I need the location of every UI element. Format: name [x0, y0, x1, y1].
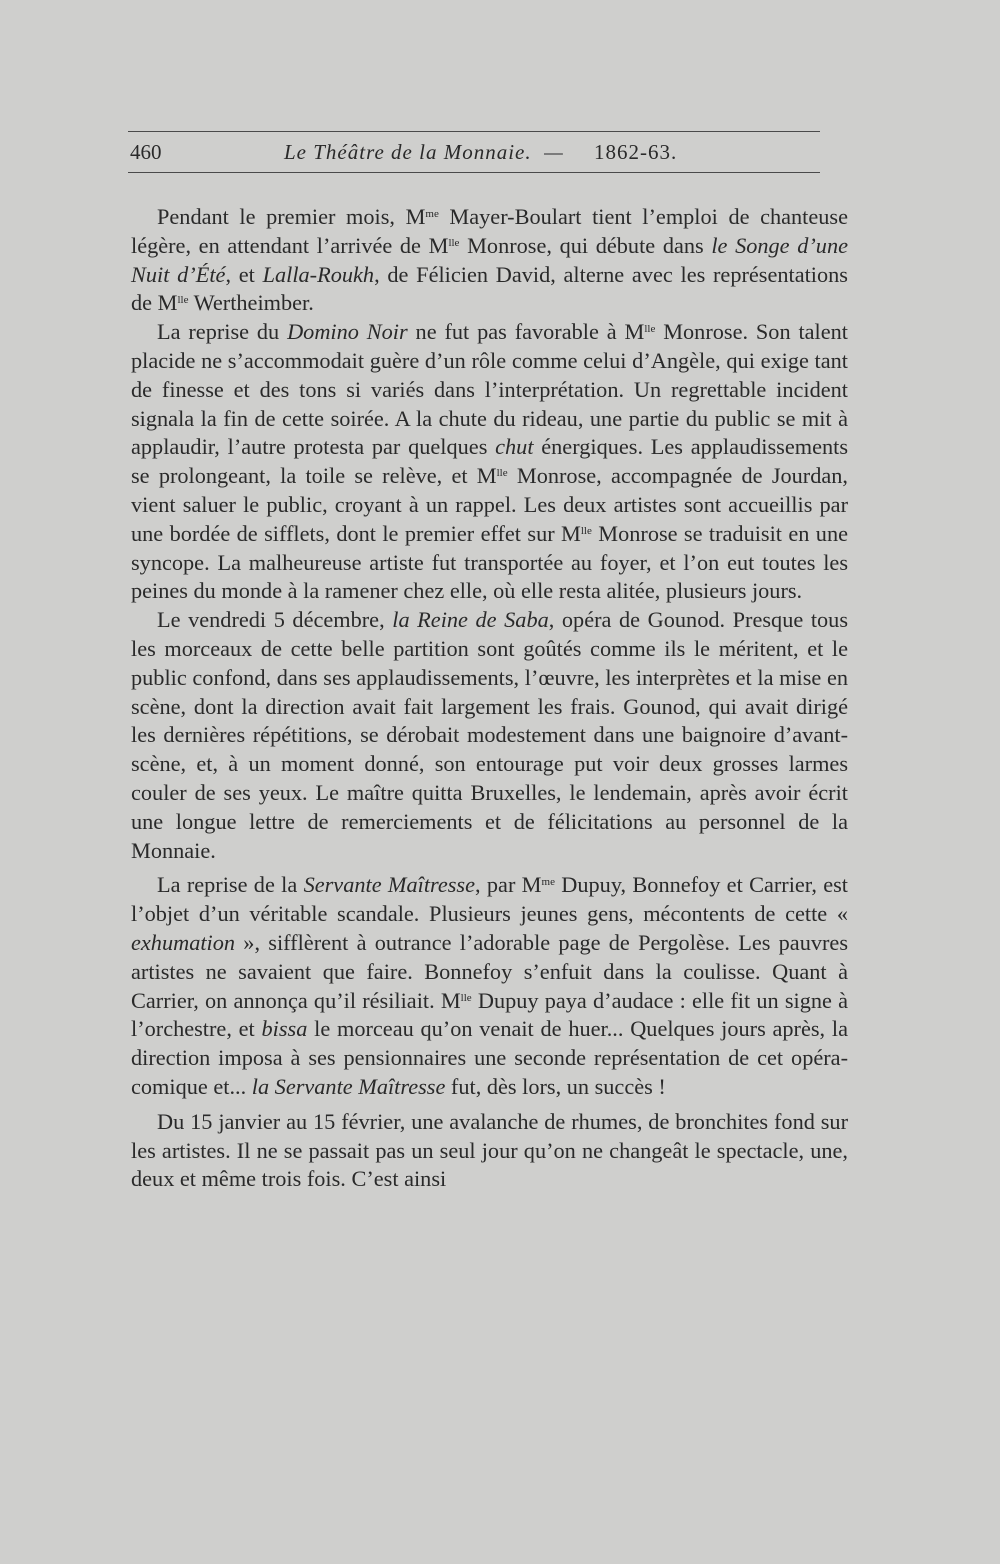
season-years: 1862-63. [594, 140, 678, 164]
title-abbreviation: lle [460, 991, 472, 1004]
title-abbreviation: me [425, 208, 439, 220]
header-dash: — [544, 140, 564, 164]
work-title: la Servante Maîtresse [251, 1073, 446, 1099]
paragraph-5 [131, 1108, 848, 1194]
emphasis: chut [495, 434, 534, 460]
text-run: Dupuy, Bonnefoy et Carrier, est l’objet d’un véritable scandale. Plusieurs jeunes gens, mécontents de cette « [131, 872, 848, 927]
text-run: Le vendredi 5 décembre, [157, 607, 393, 633]
running-title [284, 140, 564, 165]
work-title: la Reine de Saba [392, 607, 549, 633]
page-number: 460 [130, 140, 162, 164]
title-abbreviation: me [541, 876, 555, 889]
running-header [128, 140, 820, 168]
text-run: Wertheimber. [188, 290, 314, 316]
text-run: La reprise du [157, 319, 288, 345]
running-title-text: Le Théâtre de la Monnaie. [284, 140, 532, 164]
paragraph-2 [131, 318, 848, 606]
text-run: Dupuy paya d’audace : elle fit un signe à l’orchestre, et [131, 987, 848, 1042]
text-run: Monrose se traduisit en une syncope. La malheureuse artiste fut transportée au foyer, et l’on eut toutes les peines du monde à la ramener chez elle, où elle resta alitée, plusieurs jours. [131, 520, 848, 604]
paragraph-1 [131, 203, 848, 318]
title-abbreviation: lle [580, 524, 592, 537]
title-abbreviation: lle [177, 294, 189, 307]
text-run: ne fut pas favorable à M [407, 319, 645, 345]
text-run: , de Félicien David, alterne avec les représentations de M [131, 261, 848, 316]
header-bottom-rule [128, 172, 820, 173]
emphasis: exhumation [131, 929, 236, 955]
text-run: , par M [475, 872, 542, 898]
paragraph-4 [131, 871, 848, 1101]
work-title: le Songe d’une Nuit d’Été [131, 232, 848, 287]
title-abbreviation: lle [448, 236, 460, 249]
text-run: Mayer-Boulart tient l’emploi de chanteuse légère, en attendant l’arrivée de M [131, 204, 848, 258]
text-run: Monrose, qui débute dans [459, 232, 712, 258]
text-run: Pendant le premier mois, M [157, 204, 426, 229]
text-run: , et [225, 261, 263, 287]
title-abbreviation: lle [644, 323, 656, 336]
text-run: , opéra de Gounod. Presque tous les morceaux de cette belle partition sont goûtés comme ils le méritent, et le public confond, dans ses applaudissements, l’œuvre, les interprètes et la mise en scène, dont la direction avait fait largement les frais. Gounod, qui avait dirigé les dernières répétitions, se dérobait modestement dans une baignoire d’avant-scène, et, à un moment donné, son entourage put voir deux grosses larmes couler de ses yeux. Le maître quitta Bruxelles, le lendemain, après avoir écrit une longue lettre de remerciements et de félicitations au personnel de la Monnaie. [131, 607, 848, 863]
work-title: Lalla-Roukh [262, 261, 375, 287]
emphasis: bissa [261, 1016, 308, 1042]
text-run: Du 15 janvier au 15 février, une avalanche de rhumes, de bronchites fond sur les artistes. Il ne se passait pas un seul jour qu’on ne changeât le spectacle, une, deux et même trois fois. C’est ainsi [131, 1108, 848, 1192]
header-top-rule [128, 131, 820, 132]
text-run: énergiques. Les applaudissements se prolongeant, la toile se relève, et M [131, 434, 848, 489]
body-text [131, 203, 848, 1194]
work-title: Servante Maîtresse [303, 872, 476, 898]
text-run: La reprise de la [157, 872, 304, 898]
text-run: fut, dès lors, un succès ! [445, 1073, 666, 1099]
paragraph-3 [131, 606, 848, 865]
title-abbreviation: lle [496, 467, 508, 480]
text-run: Monrose, accompagnée de Jourdan, vient saluer le public, croyant à un rappel. Les deux artistes sont accueillis par une bordée de sifflets, dont le premier effet sur M [131, 463, 848, 546]
text-run: Monrose. Son talent placide ne s’accommodait guère d’un rôle comme celui d’Angèle, qui exige tant de finesse et des tons si variés dans l’interprétation. Un regrettable incident signala la fin de cette soirée. A la chute du rideau, une partie du public se mit à applaudir, l’autre protesta par quelques [131, 319, 848, 460]
work-title: Domino Noir [287, 319, 408, 345]
text-run: le morceau qu’on venait de huer... Quelques jours après, la direction imposa à ses pensionnaires une seconde représentation de cet opéra-comique et... [131, 1016, 848, 1099]
text-run: », sifflèrent à outrance l’adorable page de Pergolèse. Les pauvres artistes ne savaient que faire. Bonnefoy s’enfuit dans la coulisse. Quant à Carrier, on annonça qu’il résiliait. M [131, 929, 848, 1013]
